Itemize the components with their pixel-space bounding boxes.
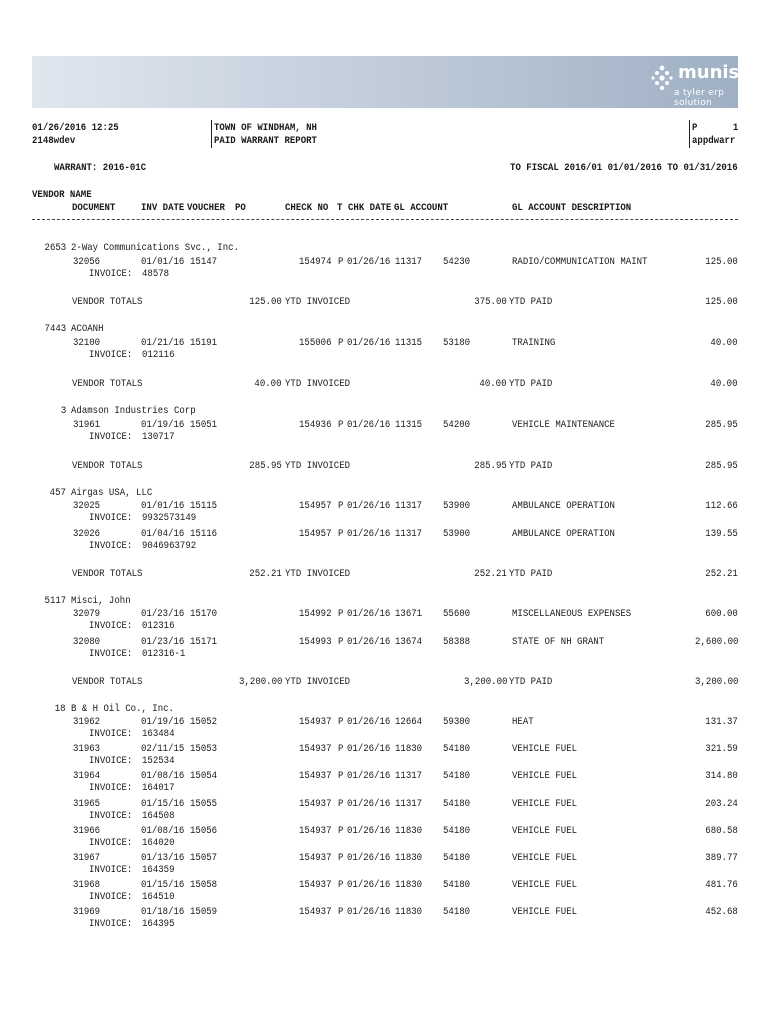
line-batch: 13671 <box>395 608 423 620</box>
line-voucher: 15053 <box>190 743 218 755</box>
vendor-id: 3 <box>60 405 66 417</box>
line-inv-date: 01/08/16 <box>141 770 185 782</box>
line-gl-desc: STATE OF NH GRANT <box>512 636 605 648</box>
ytd-paid-label: YTD PAID <box>509 378 553 390</box>
line-check-no: 154936 <box>299 419 332 431</box>
vendor-total-amount: 252.21 <box>705 568 738 580</box>
line-document: 31964 <box>73 770 101 782</box>
line-gl-account: 59300 <box>443 716 471 728</box>
line-document: 32026 <box>73 528 101 540</box>
line-check-no: 154937 <box>299 852 332 864</box>
line-check-no: 154937 <box>299 770 332 782</box>
ytd-paid-label: YTD PAID <box>509 460 553 472</box>
line-voucher: 15051 <box>190 419 218 431</box>
line-amount: 481.76 <box>705 879 738 891</box>
org-name: TOWN OF WINDHAM, NH <box>214 122 317 134</box>
invoice-number: 012116 <box>142 349 175 361</box>
invoice-label: INVOICE: <box>89 810 133 822</box>
invoice-number: 164017 <box>142 782 175 794</box>
line-gl-desc: VEHICLE FUEL <box>512 906 578 918</box>
line-gl-desc: VEHICLE FUEL <box>512 770 578 782</box>
line-gl-desc: HEAT <box>512 716 534 728</box>
ytd-paid-amount: 252.21 <box>474 568 507 580</box>
line-check-no: 154957 <box>299 500 332 512</box>
line-voucher: 15054 <box>190 770 218 782</box>
invoice-label: INVOICE: <box>89 268 133 280</box>
line-gl-account: 54180 <box>443 825 471 837</box>
line-gl-account: 54180 <box>443 798 471 810</box>
line-type: P <box>338 743 344 755</box>
line-document: 32080 <box>73 636 101 648</box>
ytd-paid-label: YTD PAID <box>509 568 553 580</box>
line-amount: 40.00 <box>710 337 738 349</box>
invoice-label: INVOICE: <box>89 891 133 903</box>
col-voucher: VOUCHER <box>187 202 225 214</box>
line-gl-desc: MISCELLANEOUS EXPENSES <box>512 608 632 620</box>
line-amount: 131.37 <box>705 716 738 728</box>
line-inv-date: 01/13/16 <box>141 852 185 864</box>
invoice-label: INVOICE: <box>89 431 133 443</box>
col-vendor-name: VENDOR NAME <box>32 189 92 201</box>
vendor-name: B & H Oil Co., Inc. <box>71 703 174 715</box>
vendor-totals-label: VENDOR TOTALS <box>72 296 143 308</box>
line-batch: 11315 <box>395 419 423 431</box>
line-gl-account: 53180 <box>443 337 471 349</box>
line-type: P <box>338 608 344 620</box>
ytd-invoiced-amount: 285.95 <box>249 460 282 472</box>
vendor-totals-label: VENDOR TOTALS <box>72 378 143 390</box>
line-document: 32100 <box>73 337 101 349</box>
line-chk-date: 01/26/16 <box>347 256 391 268</box>
line-type: P <box>338 528 344 540</box>
ytd-invoiced-amount: 125.00 <box>249 296 282 308</box>
line-chk-date: 01/26/16 <box>347 825 391 837</box>
line-gl-account: 54180 <box>443 852 471 864</box>
ytd-invoiced-label: YTD INVOICED <box>285 460 351 472</box>
line-gl-desc: VEHICLE FUEL <box>512 825 578 837</box>
line-gl-desc: RADIO/COMMUNICATION MAINT <box>512 256 648 268</box>
line-check-no: 154937 <box>299 906 332 918</box>
line-inv-date: 01/15/16 <box>141 879 185 891</box>
line-gl-desc: VEHICLE FUEL <box>512 879 578 891</box>
vendor-totals-label: VENDOR TOTALS <box>72 676 143 688</box>
line-gl-account: 54180 <box>443 879 471 891</box>
line-batch: 11830 <box>395 906 423 918</box>
line-batch: 11317 <box>395 798 423 810</box>
line-chk-date: 01/26/16 <box>347 906 391 918</box>
line-voucher: 15058 <box>190 879 218 891</box>
line-batch: 11317 <box>395 770 423 782</box>
line-document: 31966 <box>73 825 101 837</box>
line-chk-date: 01/26/16 <box>347 337 391 349</box>
line-inv-date: 01/01/16 <box>141 256 185 268</box>
logo-name: munis <box>678 62 740 83</box>
ytd-invoiced-label: YTD INVOICED <box>285 568 351 580</box>
line-batch: 11830 <box>395 743 423 755</box>
line-type: P <box>338 879 344 891</box>
line-check-no: 154937 <box>299 743 332 755</box>
line-document: 32079 <box>73 608 101 620</box>
munis-logo <box>648 60 740 108</box>
line-voucher: 15115 <box>190 500 218 512</box>
page-label: P <box>692 122 698 134</box>
line-voucher: 15057 <box>190 852 218 864</box>
vendor-name: Adamson Industries Corp <box>71 405 196 417</box>
line-amount: 285.95 <box>705 419 738 431</box>
line-gl-account: 54180 <box>443 743 471 755</box>
line-gl-desc: AMBULANCE OPERATION <box>512 500 615 512</box>
line-gl-account: 53900 <box>443 500 471 512</box>
line-chk-date: 01/26/16 <box>347 798 391 810</box>
invoice-number: 9046963792 <box>142 540 197 552</box>
line-document: 31963 <box>73 743 101 755</box>
line-inv-date: 02/11/15 <box>141 743 185 755</box>
line-check-no: 154937 <box>299 716 332 728</box>
line-batch: 12664 <box>395 716 423 728</box>
line-voucher: 15170 <box>190 608 218 620</box>
program-name: appdwarr <box>692 135 736 147</box>
line-batch: 13674 <box>395 636 423 648</box>
line-voucher: 15052 <box>190 716 218 728</box>
line-check-no: 154957 <box>299 528 332 540</box>
fiscal-range: TO FISCAL 2016/01 01/01/2016 TO 01/31/2016 <box>510 162 738 174</box>
invoice-number: 164395 <box>142 918 175 930</box>
line-inv-date: 01/01/16 <box>141 500 185 512</box>
line-type: P <box>338 500 344 512</box>
invoice-number: 9932573149 <box>142 512 197 524</box>
col-check-no: CHECK NO <box>285 202 329 214</box>
line-batch: 11315 <box>395 337 423 349</box>
line-gl-account: 54180 <box>443 770 471 782</box>
vendor-total-amount: 3,200.00 <box>694 676 738 688</box>
ytd-paid-amount: 375.00 <box>474 296 507 308</box>
line-document: 32025 <box>73 500 101 512</box>
invoice-label: INVOICE: <box>89 728 133 740</box>
line-check-no: 154937 <box>299 825 332 837</box>
line-chk-date: 01/26/16 <box>347 528 391 540</box>
ytd-invoiced-amount: 40.00 <box>254 378 282 390</box>
line-document: 31965 <box>73 798 101 810</box>
invoice-label: INVOICE: <box>89 864 133 876</box>
line-gl-account: 54200 <box>443 419 471 431</box>
ytd-invoiced-label: YTD INVOICED <box>285 378 351 390</box>
line-document: 31962 <box>73 716 101 728</box>
invoice-number: 164508 <box>142 810 175 822</box>
vendor-id: 2653 <box>44 242 66 254</box>
line-check-no: 154937 <box>299 798 332 810</box>
line-batch: 11317 <box>395 256 423 268</box>
line-inv-date: 01/18/16 <box>141 906 185 918</box>
line-inv-date: 01/15/16 <box>141 798 185 810</box>
vendor-id: 457 <box>49 487 66 499</box>
line-batch: 11317 <box>395 528 423 540</box>
invoice-label: INVOICE: <box>89 837 133 849</box>
line-type: P <box>338 716 344 728</box>
line-type: P <box>338 337 344 349</box>
line-chk-date: 01/26/16 <box>347 879 391 891</box>
ytd-invoiced-amount: 252.21 <box>249 568 282 580</box>
line-type: P <box>338 798 344 810</box>
line-gl-desc: VEHICLE FUEL <box>512 852 578 864</box>
line-inv-date: 01/23/16 <box>141 636 185 648</box>
invoice-number: 164359 <box>142 864 175 876</box>
line-voucher: 15059 <box>190 906 218 918</box>
line-type: P <box>338 256 344 268</box>
line-amount: 125.00 <box>705 256 738 268</box>
vendor-name: ACOANH <box>71 323 104 335</box>
line-amount: 203.24 <box>705 798 738 810</box>
invoice-number: 012316 <box>142 620 175 632</box>
invoice-number: 163484 <box>142 728 175 740</box>
line-voucher: 15191 <box>190 337 218 349</box>
line-gl-account: 54180 <box>443 906 471 918</box>
report-title: PAID WARRANT REPORT <box>214 135 317 147</box>
line-gl-account: 58388 <box>443 636 471 648</box>
col-chk-date: CHK DATE <box>348 202 392 214</box>
line-document: 31961 <box>73 419 101 431</box>
line-inv-date: 01/21/16 <box>141 337 185 349</box>
header-banner <box>32 56 738 108</box>
invoice-number: 012316-1 <box>142 648 186 660</box>
line-inv-date: 01/19/16 <box>141 716 185 728</box>
line-inv-date: 01/19/16 <box>141 419 185 431</box>
invoice-number: 130717 <box>142 431 175 443</box>
line-gl-desc: TRAINING <box>512 337 556 349</box>
ytd-paid-amount: 3,200.00 <box>463 676 507 688</box>
vendor-name: 2-Way Communications Svc., Inc. <box>71 242 239 254</box>
vendor-totals-label: VENDOR TOTALS <box>72 568 143 580</box>
line-check-no: 154993 <box>299 636 332 648</box>
col-inv-date: INV DATE <box>141 202 185 214</box>
line-amount: 2,600.00 <box>694 636 738 648</box>
line-chk-date: 01/26/16 <box>347 743 391 755</box>
col-po: PO <box>235 202 246 214</box>
warrant-number: WARRANT: 2016-01C <box>54 162 147 174</box>
line-gl-account: 54230 <box>443 256 471 268</box>
invoice-label: INVOICE: <box>89 648 133 660</box>
invoice-number: 152534 <box>142 755 175 767</box>
line-type: P <box>338 825 344 837</box>
line-chk-date: 01/26/16 <box>347 770 391 782</box>
col-document: DOCUMENT <box>72 202 116 214</box>
line-inv-date: 01/23/16 <box>141 608 185 620</box>
line-amount: 112.66 <box>705 500 738 512</box>
line-type: P <box>338 419 344 431</box>
line-gl-desc: VEHICLE MAINTENANCE <box>512 419 615 431</box>
line-batch: 11830 <box>395 879 423 891</box>
invoice-label: INVOICE: <box>89 918 133 930</box>
vendor-total-amount: 125.00 <box>705 296 738 308</box>
invoice-label: INVOICE: <box>89 349 133 361</box>
vendor-id: 5117 <box>44 595 66 607</box>
line-amount: 452.68 <box>705 906 738 918</box>
line-document: 32056 <box>73 256 101 268</box>
report-datetime: 01/26/2016 12:25 <box>32 122 119 134</box>
line-check-no: 154992 <box>299 608 332 620</box>
logo-dots-icon <box>648 64 676 92</box>
line-check-no: 154937 <box>299 879 332 891</box>
line-gl-desc: VEHICLE FUEL <box>512 743 578 755</box>
line-document: 31969 <box>73 906 101 918</box>
line-chk-date: 01/26/16 <box>347 716 391 728</box>
invoice-label: INVOICE: <box>89 540 133 552</box>
line-gl-account: 53900 <box>443 528 471 540</box>
line-chk-date: 01/26/16 <box>347 608 391 620</box>
col-gl-account: GL ACCOUNT <box>394 202 449 214</box>
line-type: P <box>338 770 344 782</box>
header-divider-right <box>689 120 690 148</box>
line-amount: 389.77 <box>705 852 738 864</box>
ytd-paid-amount: 40.00 <box>479 378 507 390</box>
ytd-invoiced-label: YTD INVOICED <box>285 296 351 308</box>
header-separator <box>32 219 738 220</box>
line-amount: 321.59 <box>705 743 738 755</box>
invoice-label: INVOICE: <box>89 755 133 767</box>
line-type: P <box>338 852 344 864</box>
invoice-number: 48578 <box>142 268 170 280</box>
line-voucher: 15171 <box>190 636 218 648</box>
logo-tagline: a tyler erp solution <box>674 88 725 108</box>
line-type: P <box>338 906 344 918</box>
invoice-label: INVOICE: <box>89 782 133 794</box>
vendor-id: 7443 <box>44 323 66 335</box>
line-document: 31967 <box>73 852 101 864</box>
line-gl-desc: AMBULANCE OPERATION <box>512 528 615 540</box>
line-chk-date: 01/26/16 <box>347 852 391 864</box>
ytd-invoiced-label: YTD INVOICED <box>285 676 351 688</box>
line-type: P <box>338 636 344 648</box>
line-gl-account: 55600 <box>443 608 471 620</box>
ytd-paid-amount: 285.95 <box>474 460 507 472</box>
ytd-paid-label: YTD PAID <box>509 676 553 688</box>
ytd-invoiced-amount: 3,200.00 <box>238 676 282 688</box>
vendor-name: Misci, John <box>71 595 131 607</box>
line-inv-date: 01/04/16 <box>141 528 185 540</box>
invoice-label: INVOICE: <box>89 620 133 632</box>
line-amount: 139.55 <box>705 528 738 540</box>
page-number: 1 <box>732 122 738 134</box>
vendor-total-amount: 285.95 <box>705 460 738 472</box>
line-chk-date: 01/26/16 <box>347 636 391 648</box>
header-divider-left <box>211 120 212 148</box>
line-gl-desc: VEHICLE FUEL <box>512 798 578 810</box>
line-chk-date: 01/26/16 <box>347 500 391 512</box>
line-amount: 600.00 <box>705 608 738 620</box>
line-voucher: 15056 <box>190 825 218 837</box>
vendor-total-amount: 40.00 <box>710 378 738 390</box>
line-inv-date: 01/08/16 <box>141 825 185 837</box>
line-chk-date: 01/26/16 <box>347 419 391 431</box>
invoice-number: 164020 <box>142 837 175 849</box>
report-user: 2148wdev <box>32 135 76 147</box>
line-document: 31968 <box>73 879 101 891</box>
line-batch: 11830 <box>395 852 423 864</box>
vendor-id: 18 <box>55 703 66 715</box>
line-voucher: 15116 <box>190 528 218 540</box>
vendor-totals-label: VENDOR TOTALS <box>72 460 143 472</box>
col-gl-desc: GL ACCOUNT DESCRIPTION <box>512 202 632 214</box>
line-amount: 314.80 <box>705 770 738 782</box>
line-amount: 680.58 <box>705 825 738 837</box>
line-voucher: 15147 <box>190 256 218 268</box>
vendor-name: Airgas USA, LLC <box>71 487 153 499</box>
line-batch: 11317 <box>395 500 423 512</box>
invoice-number: 164510 <box>142 891 175 903</box>
col-t: T <box>337 202 343 214</box>
ytd-paid-label: YTD PAID <box>509 296 553 308</box>
line-check-no: 155006 <box>299 337 332 349</box>
line-batch: 11830 <box>395 825 423 837</box>
invoice-label: INVOICE: <box>89 512 133 524</box>
line-voucher: 15055 <box>190 798 218 810</box>
line-check-no: 154974 <box>299 256 332 268</box>
